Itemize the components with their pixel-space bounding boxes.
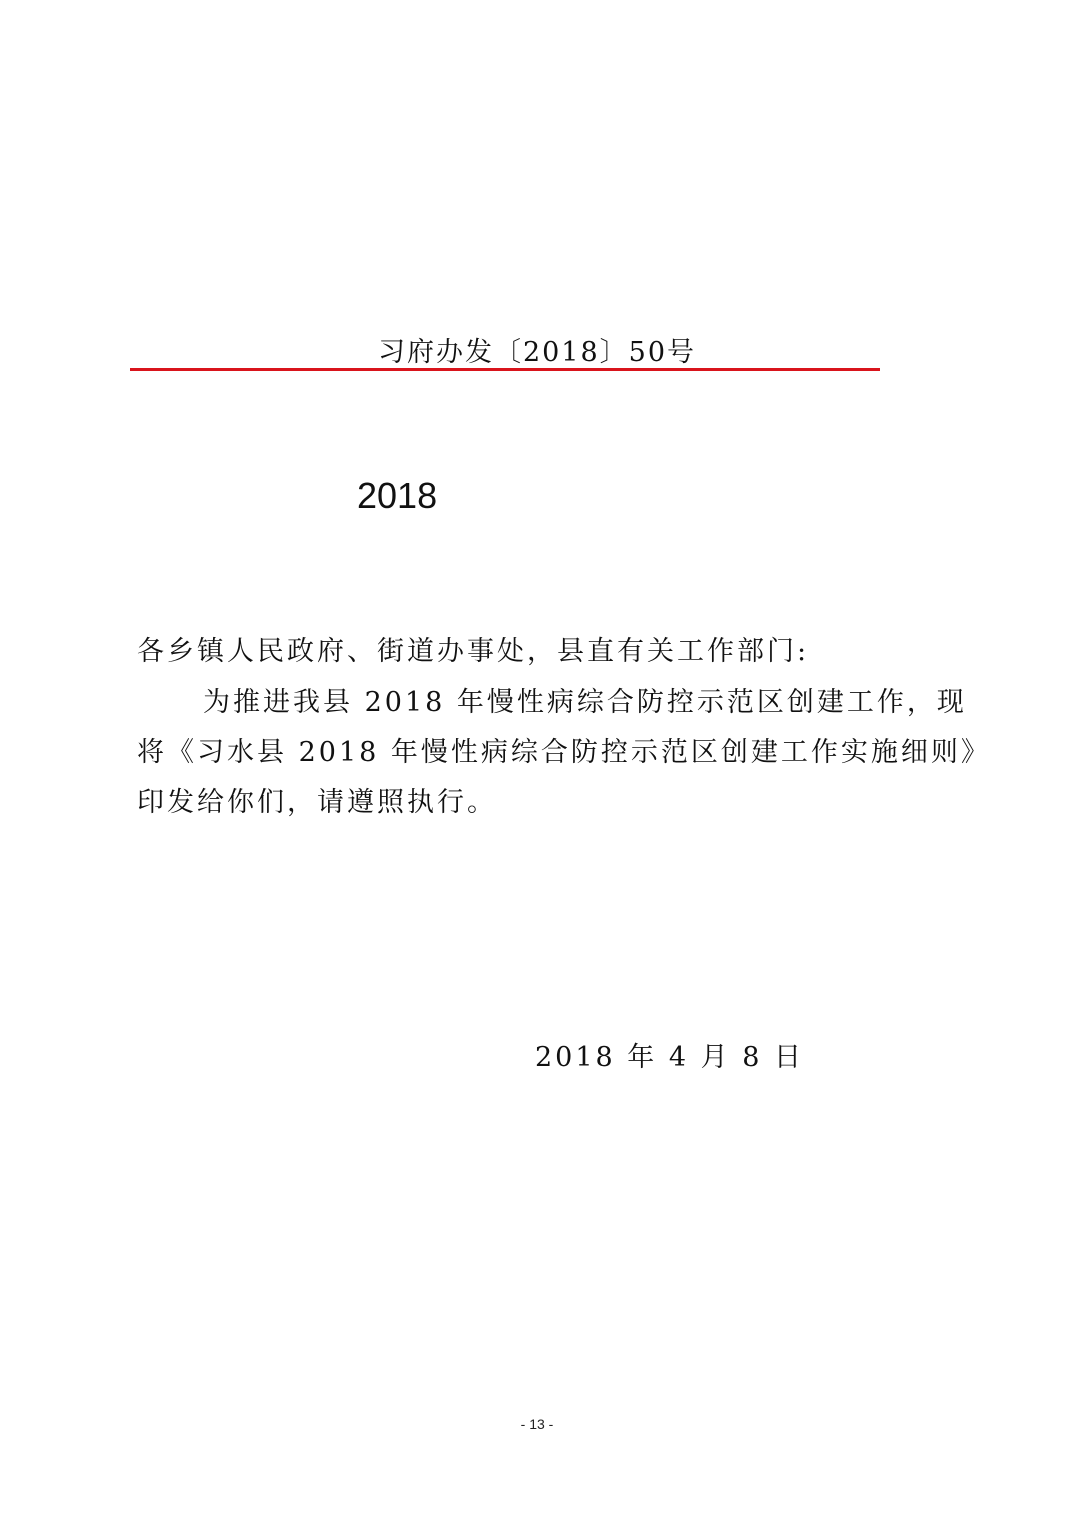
salutation: 各乡镇人民政府、街道办事处，县直有关工作部门: [137,636,810,667]
issue-date: 2018 年 4 月 8 日 [535,1042,804,1073]
title-year: 2018 [357,475,438,516]
red-separator-line [130,368,880,371]
paragraph-line: 印发给你们，请遵照执行。 [137,787,497,818]
paragraph-line: 将《习水县 2018 年慢性病综合防控示范区创建工作实施细则》 [137,737,991,768]
page-number: - 13 - [520,1416,554,1432]
paragraph-line: 为推进我县 2018 年慢性病综合防控示范区创建工作，现 [203,687,967,718]
document-number: 习府办发〔2018〕50号 [377,337,697,368]
